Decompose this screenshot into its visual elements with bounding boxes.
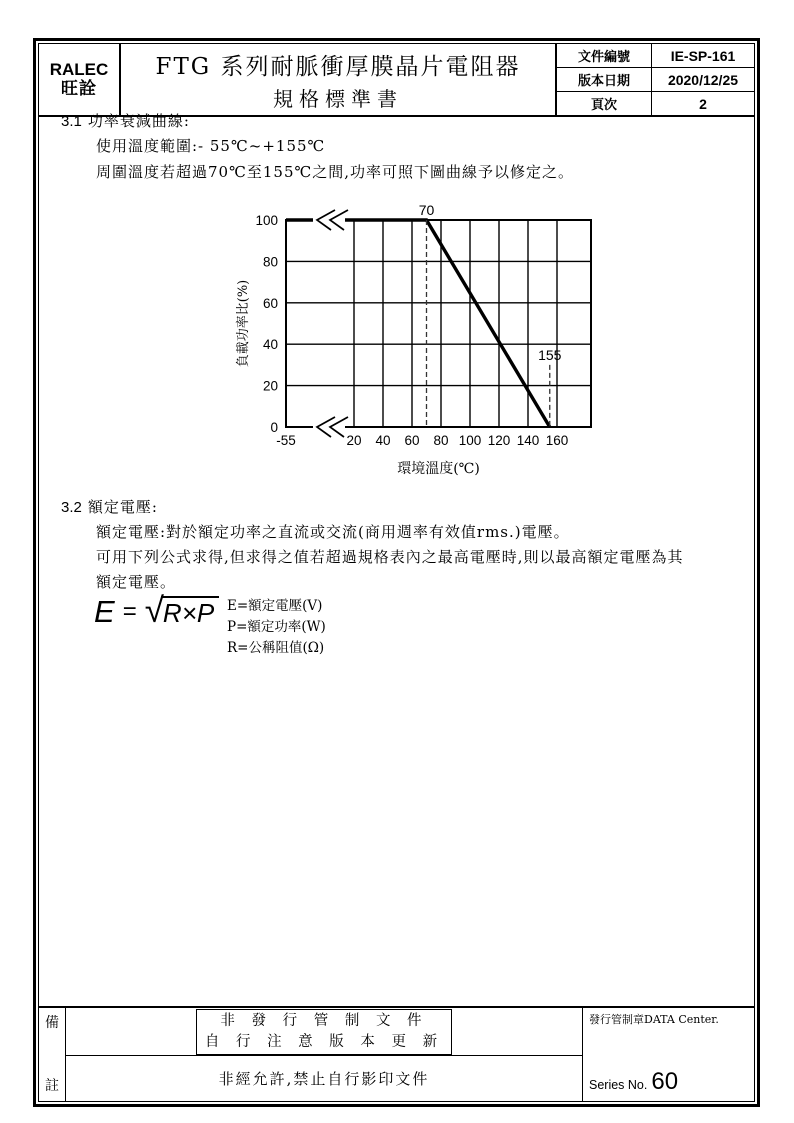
svg-text:60: 60 (404, 433, 420, 448)
svg-text:20: 20 (346, 433, 362, 448)
series-number-label: Series No. (589, 1078, 648, 1092)
document-info-table (555, 44, 754, 115)
document-title-line2: 規格標準書 (273, 86, 403, 111)
company-logo (39, 44, 121, 115)
version-date-row (557, 67, 754, 91)
sqrt-radical-icon: √ (144, 591, 164, 630)
remarks-char-bottom: 註 (45, 1078, 59, 1094)
page-number-row (557, 91, 754, 115)
series-number-value: 60 (651, 1068, 679, 1095)
section-3-2-number: 3.2 (61, 499, 82, 516)
document-title-line1: FTG 系列耐脈衝厚膜晶片電阻器 (155, 53, 521, 80)
section-3-2-title: 額定電壓: (87, 498, 158, 516)
page-frame (38, 43, 755, 1102)
rated-voltage-formula (94, 592, 219, 632)
company-name-cn: 旺詮 (61, 78, 97, 99)
remarks-char-top: 備 (45, 1015, 59, 1031)
section-3-2-line1: 額定電壓:對於額定功率之直流或交流(商用週率有效值rms.)電壓。 (96, 523, 570, 541)
page-number-value: 2 (699, 95, 707, 112)
page-number-label: 頁次 (557, 92, 652, 115)
svg-text:-55: -55 (276, 433, 296, 448)
svg-text:80: 80 (433, 433, 449, 448)
series-number (589, 1068, 748, 1096)
formula-definitions (227, 596, 326, 659)
section-3-2-line3: 額定電壓。 (96, 573, 177, 591)
formula-lhs: E (94, 594, 115, 629)
svg-text:負載功率比(%): 負載功率比(%) (236, 279, 251, 368)
doc-number-row (557, 44, 754, 67)
svg-text:100: 100 (255, 213, 278, 228)
formula-radicand: R×P (161, 596, 219, 629)
copy-prohibition-notice: 非經允許,禁止自行影印文件 (218, 1070, 430, 1088)
definition-P: P=額定功率(W) (227, 619, 326, 635)
section-3-1-line1: 使用溫度範圍:- 55℃~+155℃ (96, 137, 326, 155)
svg-text:80: 80 (262, 254, 278, 270)
svg-text:140: 140 (516, 433, 540, 448)
doc-number-label: 文件編號 (557, 44, 652, 67)
svg-text:120: 120 (487, 433, 511, 448)
svg-text:環境溫度(℃): 環境溫度(℃) (397, 461, 480, 477)
section-3-1-heading (61, 110, 190, 131)
svg-text:20: 20 (262, 378, 278, 394)
derating-chart (231, 202, 611, 502)
section-3-1-number: 3.1 (61, 113, 82, 130)
section-3-2-line2: 可用下列公式求得,但求得之值若超過規格表內之最高電壓時,則以最高額定電壓為其 (96, 548, 684, 566)
header-table (39, 44, 754, 117)
footer-table (39, 1006, 754, 1101)
svg-text:155: 155 (538, 346, 562, 363)
notice-line2: 自 行 注 意 版 本 更 新 (204, 1033, 444, 1050)
svg-text:40: 40 (262, 337, 278, 353)
issuing-stamp-text: 發行管制章DATA Center. (589, 1013, 719, 1026)
version-date-value: 2020/12/25 (667, 71, 739, 88)
footer-notice-cell (66, 1008, 582, 1056)
remarks-column (39, 1008, 66, 1101)
company-name-en: RALEC (49, 59, 109, 79)
section-3-2-heading (61, 496, 158, 517)
svg-text:40: 40 (375, 433, 391, 448)
document-title (121, 44, 555, 115)
svg-text:60: 60 (262, 295, 278, 311)
section-3-1-line2: 周圍溫度若超過70℃至155℃之間,功率可照下圖曲線予以修定之。 (96, 163, 575, 181)
footer-middle-column (66, 1008, 582, 1101)
section-3-1-title: 功率衰減曲線: (87, 112, 190, 130)
version-date-label: 版本日期 (557, 68, 652, 91)
definition-R: R=公稱阻值(Ω) (227, 640, 325, 656)
svg-text:160: 160 (545, 433, 569, 448)
svg-text:70: 70 (418, 202, 435, 218)
uncontrolled-document-box (196, 1009, 452, 1055)
footer-right-column (582, 1008, 754, 1101)
doc-number-value: IE-SP-161 (670, 47, 736, 64)
svg-text:0: 0 (270, 420, 278, 435)
formula-equals: = (122, 598, 137, 625)
svg-text:100: 100 (458, 433, 482, 448)
definition-E: E=額定電壓(V) (227, 598, 323, 614)
notice-line1: 非 發 行 管 制 文 件 (220, 1012, 428, 1029)
